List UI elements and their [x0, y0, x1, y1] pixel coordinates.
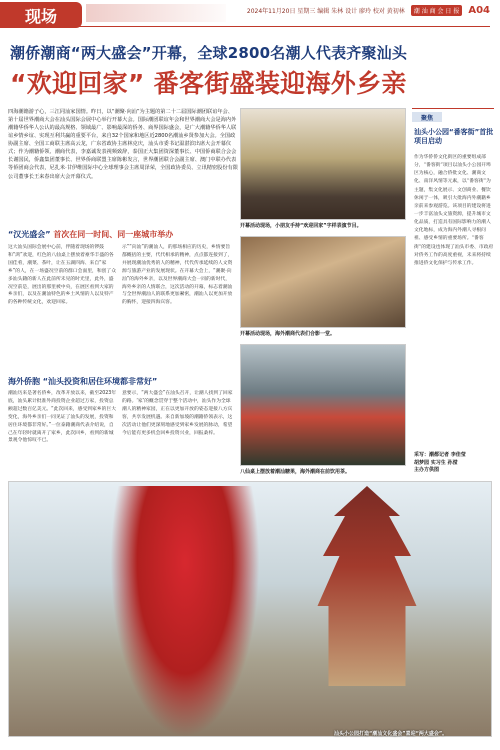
photo-tea-table	[240, 344, 406, 466]
header-rule	[10, 26, 490, 27]
caption-photo3: 八仙桌上摆放着潮汕糖果，海外潮商在前饮用茶。	[240, 469, 351, 475]
sidebar-rule	[412, 108, 494, 109]
lead-paragraph: 四海潮籍游子心，三江同汕家国情。昨日，以“潮聚·向汕”为主题的第二十二届国际潮团联谊年会、第十届世界潮商大会在汕头国际会展中心举行开幕大会。国际潮团联谊年会和世界潮商大会是海内外潮籍华侨华人公认的最高规格、领域最广、影响最深的侨务、商界国际盛会，是广大潮籍华侨华人联谊乡情乡谊、实现互利共赢的重要平台，来自32个国家和地区近2800名潮汕乡贤参加大会。全国政协副主席、全国工商联主席高云龙，广东省政协主席林克庆，汕头市委书记温湛滨出席大会开幕仪式；作为潮籍侨领、潮商代表，李嘉诚发表视频致辞，泰国正大集团资深董事长、中国侨商联合会会长谢国民，侨鑫集团董事长、世界侨商联盟主席陈彬发言，世界潮团联合会副主席、澳门中联办代表等侨团商会代表，尼扎米·甘伊维国际中心全球理事会主席周泽荣，全国政协委员、立讯精密股份有限公司董事长王来春出席大会开幕仪式。	[8, 109, 238, 180]
section1-prefix: “汉光盛会”	[8, 230, 51, 239]
header-decoration	[86, 4, 226, 22]
article-subtitle: 潮侨潮商“两大盛会”开幕，全球2800名潮人代表齐聚汕头	[10, 44, 408, 62]
photo-opening-children	[240, 108, 406, 220]
section-tab: 现场	[0, 2, 82, 28]
yingge-dancer-icon	[110, 486, 260, 738]
sidebar-focus	[412, 108, 494, 480]
page-number: A04	[468, 5, 490, 16]
page-header	[0, 0, 500, 32]
section2-col-b: 意要示，“两大盛会”在汕头召开，让潮人找到了回家的路。‘家’的概念贯穿于整个活动中，汕头作为全球潮人的精神家园，正在以更加开放的姿态迎接八方宾客，共享发展机遇。来自新加坡的潮籍侨领表示，这次活动让他们更深刻地感受到家乡发展的脉动，希望今后能有更多机会回乡投资兴业，回报桑梓。	[122, 391, 233, 436]
section1-highlight: 首次在同一时间、同一座城市举办	[53, 230, 174, 239]
edition-badge: 潮 汕 商 会 日 报	[411, 5, 463, 16]
caption-photo-big: 汕头小公园打造“潮汕文化盛会”喜迎“两大盛会”。	[334, 731, 448, 737]
section2-col-a: 潮汕历来是著名侨乡，改革开放以来，截至2023年底，汕头累计批准外商投资企业超过万家，投资总额超过数百亿美元。“此次回来，感受到家乡的巨大变化，海外乡亲们一同见证了汕头的发展，投资和居住环境都非常好。”一位泰籍潮商代表介绍说，自己在年轻时就离开了家乡，此次回乡，看到的新城景观令他惊叹不已。	[8, 391, 117, 444]
article-title: “欢迎回家” 番客街盛装迎海外乡亲	[10, 69, 407, 98]
header-date-editor: 2024年11月20日 星期三 编辑 朱林 设计 廖玲 校对 黄初林	[246, 8, 405, 15]
caption-photo1: 开幕活动现场，小朋友手持“欢迎回家”字样表演节目。	[240, 223, 362, 229]
sidebar-label: 聚焦	[412, 112, 442, 122]
section1-col-b: 示”“向汕”的潮汕人，的那场相应的历史，乡情要旨都概括的主要，代代相承的精神，点点都连接到了，并展现潮汕优秀的人的精神，代代传承延续的人文资源与旅游产业的发展现状。在开幕大会上，“潮聚·向汕”的海外乡亲，以及世界潮商大会一同的新时代，海外乡亲的人情联合，这次活动的开幕，标志着潮汕与全世界潮汕人的联系更加紧密，潮汕人以更加开放的胸怀，迎接四海宾客。	[122, 245, 233, 306]
section-heading-2: 海外侨胞 “汕头投资和居住环境都非常好”	[8, 377, 158, 386]
article-credits: 采写：潮都记者 李佳莹 胡梦园 实习生 孙滢 主办方供图	[414, 452, 466, 473]
sidebar-body: 作为华侨侨文化街区的重要组成部分，“番客街”项目以汕头小公园开埠区为核心，融合侨批文化、潮商文化、南洋风情等元素，以“番客街”为主题，集文化展示、文创商业、餐饮休闲于一体，吸引大批海内外潮籍乡亲前来参观游览。该项目的建设将进一步丰富汕头文旅资源，提升城市文化品质，打造具有国际影响力的潮人文化地标，成为海内外潮人寻根问祖、感受乡情的重要场所。“番客街”的建设也体现了汕头市委、市政府对侨务工作的高度重视，未来将持续推进侨文化保护与传承工作。	[414, 155, 494, 266]
caption-photo2: 开幕活动现场，海外潮商代表们合影一堂。	[240, 331, 336, 337]
section-heading-1	[8, 229, 173, 240]
section1-col-a: 这大汕头国际会展中心前，伴随着现场的锣鼓和“鸿”欢迎，红色的八仙桌上摆放着豪华丰盛的各国佳肴，潮菜、茶叶，让在五湖四海、来自“家乡”的人，在一场盛况空前的群口会面里，和创了众多汕头籍的新人在此前所未见的时光里，此外，盛况空前是，展出的那里被中央，在展区看到大家的乡亲们，以及在潮汕特色的乡土风情的人以及特产的各种传统文化，欢迎回家。	[8, 245, 117, 306]
header-meta	[247, 5, 490, 16]
sidebar-title: 汕头小公园“番客街”首批项目启动	[414, 128, 494, 146]
photo-overseas-group	[240, 236, 406, 328]
